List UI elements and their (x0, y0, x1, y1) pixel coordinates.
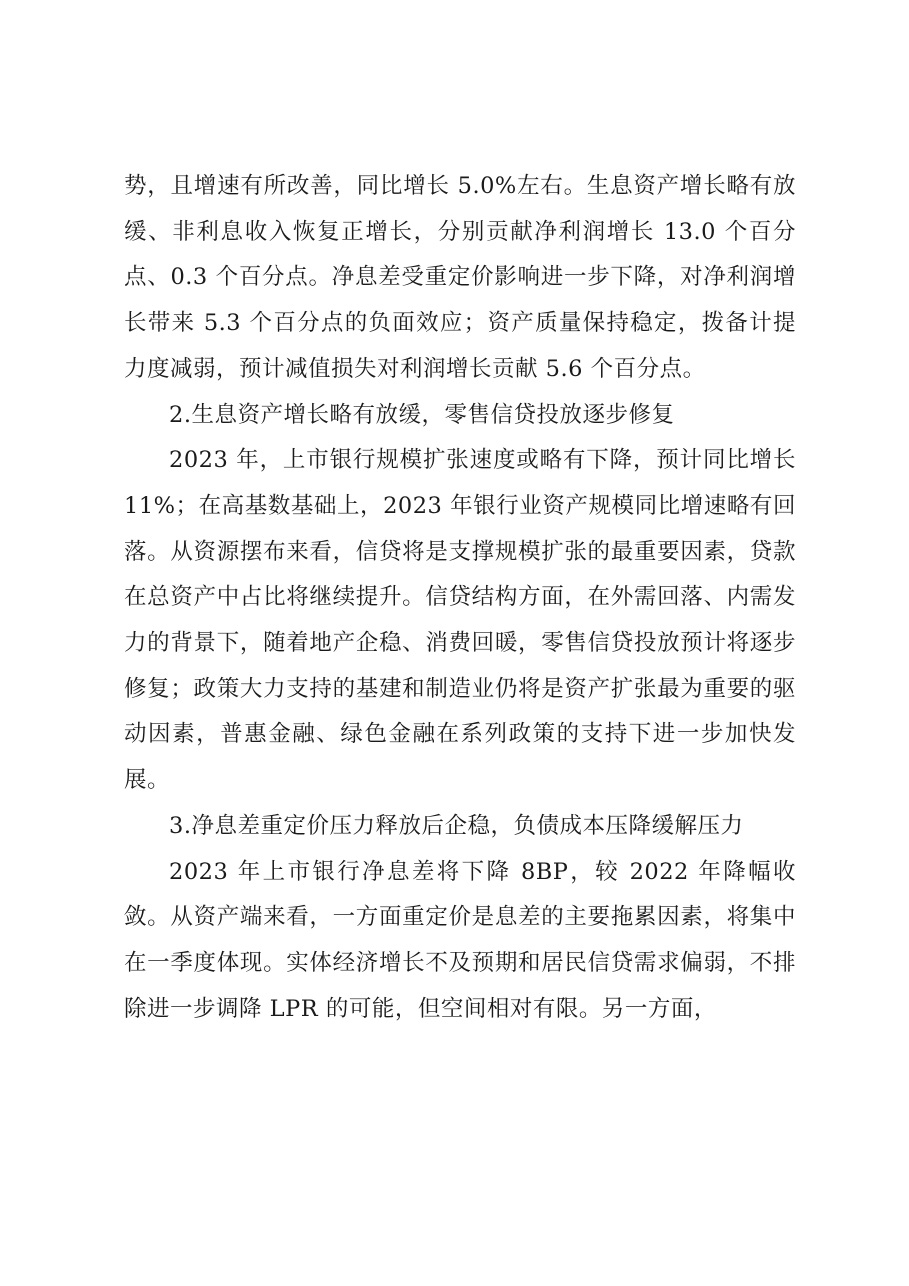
body-paragraph-3: 2023 年上市银行净息差将下降 8BP，较 2022 年降幅收敛。从资产端来看，一方面重定价是息差的主要拖累因素，将集中在一季度体现。实体经济增长不及预期和居民信贷需求偏弱，不排除进一步调降 LPR 的可能，但空间相对有限。另一方面， (124, 858, 796, 1022)
body-paragraph-2: 2023 年，上市银行规模扩张速度或略有下降，预计同比增长 11%；在高基数基础上，2023 年银行业资产规模同比增速略有回落。从资源摆布来看，信贷将是支撑规模扩张的最重要因素，贷款在总资产中占比将继续提升。信贷结构方面，在外需回落、内需发力的背景下，随着地产企稳、消费回暖，零售信贷投放预计将逐步修复；政策大力支持的基建和制造业仍将是资产扩张最为重要的驱动因素，普惠金融、绿色金融在系列政策的支持下进一步加快发展。 (124, 447, 796, 794)
section-heading-3: 3.净息差重定价压力释放后企稳，负债成本压降缓解压力 (169, 812, 744, 839)
body-paragraph-1: 势，且增速有所改善，同比增长 5.0%左右。生息资产增长略有放缓、非利息收入恢复正增长，分别贡献净利润增长 13.0 个百分点、0.3 个百分点。净息差受重定价影响进一步下降，对净利润增长带来 5.3 个百分点的负面效应；资产质量保持稳定，拨备计提力度减弱，预计减值损失对利润增长贡献 5.6 个百分点。 (124, 173, 796, 382)
document-page (124, 164, 796, 1032)
section-heading-2: 2.生息资产增长略有放缓，零售信贷投放逐步修复 (169, 401, 675, 428)
